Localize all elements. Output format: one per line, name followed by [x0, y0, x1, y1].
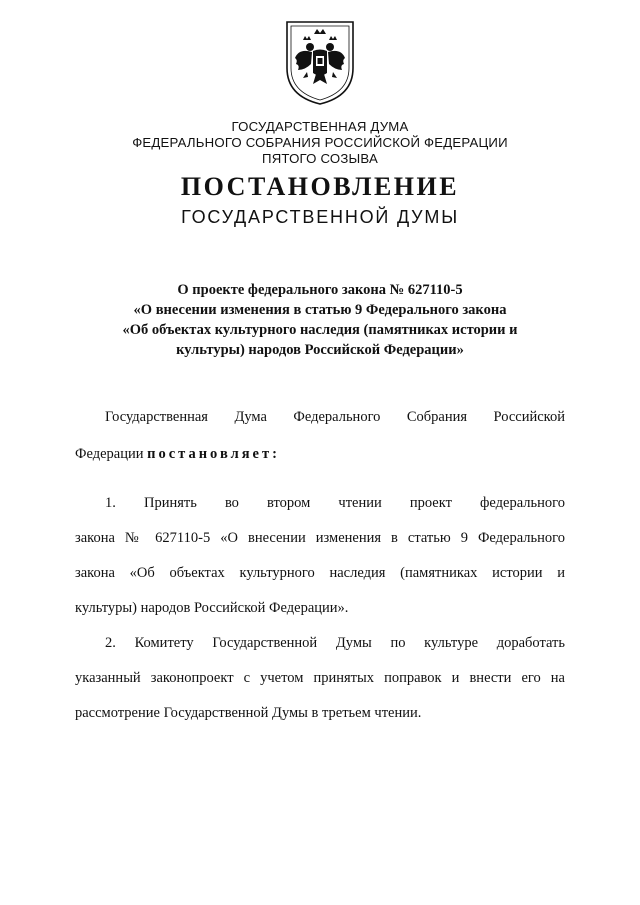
header-line-duma: ГОСУДАРСТВЕННАЯ ДУМА [231, 119, 409, 134]
preamble-paragraph [75, 407, 565, 464]
document-subtitle: ГОСУДАРСТВЕННОЙ ДУМЫ [181, 207, 459, 227]
document-title: ПОСТАНОВЛЕНИЕ [180, 172, 460, 201]
preamble-prefix: Федерации [75, 446, 144, 462]
resolution-item-1 [75, 493, 565, 618]
subject-line: О проекте федерального закона № 627110-5 [177, 282, 463, 298]
preamble-verb: постановляет: [147, 446, 280, 462]
item1-line: закона № 627110-5 «О внесении изменения в статью 9 Федерального [75, 530, 565, 546]
header-line-assembly: ФЕДЕРАЛЬНОГО СОБРАНИЯ РОССИЙСКОЙ ФЕДЕРАЦИИ [132, 135, 508, 150]
issuer-header [0, 119, 640, 167]
subject-line: «О внесении изменения в статью 9 Федерального закона [133, 302, 507, 318]
header-line-convocation: ПЯТОГО СОЗЫВА [262, 151, 378, 166]
item2-line: рассмотрение Государственной Думы в третьем чтении. [75, 705, 422, 721]
item1-line: 1. Принять во втором чтении проект федерального [105, 495, 565, 511]
subject-line: «Об объектах культурного наследия (памятниках истории и [122, 322, 518, 338]
item1-line: закона «Об объектах культурного наследия (памятниках истории и [75, 565, 565, 581]
item2-line: 2. Комитету Государственной Думы по культуре доработать [105, 635, 565, 651]
subject-line: культуры) народов Российской Федерации» [176, 342, 464, 358]
preamble-line: Государственная Дума Федерального Собрания Российской [105, 409, 565, 425]
item2-line: указанный законопроект с учетом принятых поправок и внести его на [75, 670, 565, 686]
resolution-item-2 [75, 633, 565, 723]
item1-line: культуры) народов Российской Федерации». [75, 600, 349, 616]
document-subject [0, 280, 640, 360]
preamble-line [75, 444, 565, 464]
coat-of-arms-icon [283, 18, 357, 106]
